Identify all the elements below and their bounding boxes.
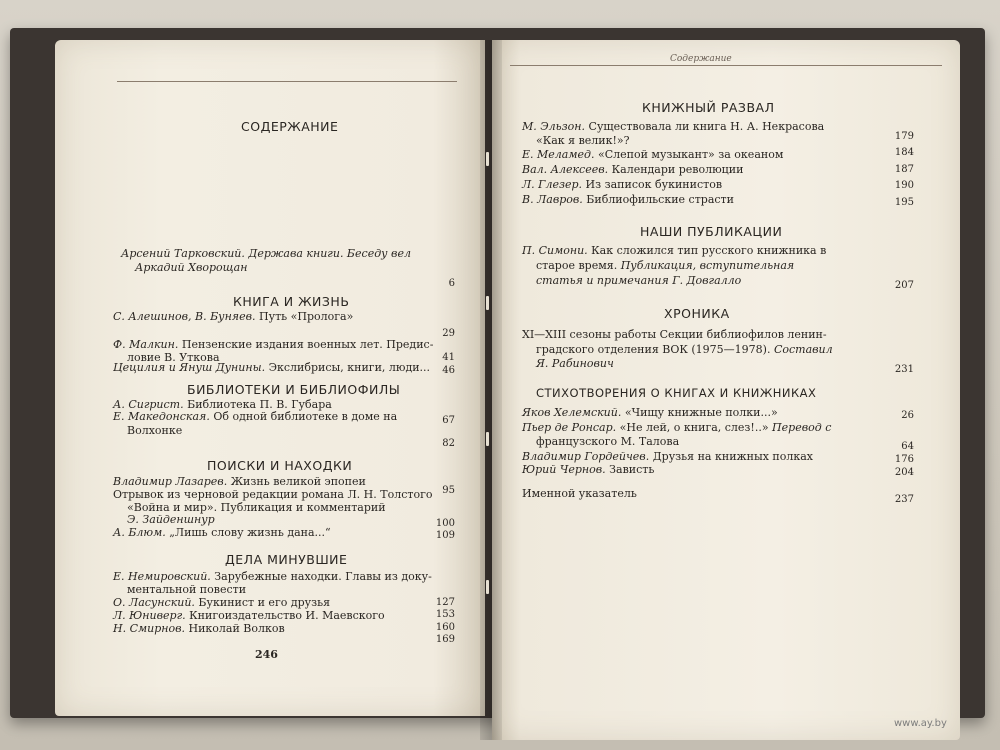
entry-author: Н. Смирнов.: [113, 622, 186, 635]
name-index-entry[interactable]: Именной указатель: [522, 487, 637, 500]
entry-page-number: 190: [894, 180, 914, 191]
toc-entry[interactable]: [522, 406, 778, 420]
entry-title: Путь «Пролога»: [255, 310, 354, 323]
toc-entry[interactable]: [113, 310, 353, 324]
toc-entry[interactable]: [522, 120, 824, 134]
toc-entry[interactable]: [522, 450, 813, 464]
entry-title: «Не лей, о книга, слез!..»: [616, 421, 769, 434]
entry-page-number: 184: [894, 147, 914, 158]
entry-title: Существовала ли книга Н. А. Некрасова: [585, 120, 825, 133]
toc-entry[interactable]: [113, 596, 330, 610]
toc-entry[interactable]: [113, 361, 430, 375]
toc-entry[interactable]: [113, 488, 432, 502]
entry-title: „Лишь слову жизнь дана...“: [165, 526, 331, 539]
toc-entry[interactable]: [113, 410, 397, 424]
toc-entry[interactable]: [113, 622, 285, 636]
entry-title: Держава книги. Беседу вел: [244, 247, 411, 260]
entry-title-cont: Э. Зайденшнур: [127, 513, 215, 526]
toc-entry[interactable]: [113, 609, 385, 623]
entry-page-number: 169: [435, 634, 455, 645]
entry-title: Отрывок из черновой редакции романа Л. Н. Толстого: [113, 488, 433, 501]
toc-entry[interactable]: [113, 570, 432, 584]
entry-page-number: 100: [435, 518, 455, 529]
entry-title: Друзья на книжных полках: [649, 450, 814, 463]
entry-page-number: 207: [894, 280, 914, 291]
entry-author: А. Сигрист.: [113, 398, 184, 411]
entry-title: Зависть: [605, 463, 655, 476]
section-heading: ХРОНИКА: [664, 306, 730, 321]
entry-page-number: 109: [435, 530, 455, 541]
entry-page-number: 176: [894, 454, 914, 465]
entry-author: В. Лавров.: [522, 193, 583, 206]
entry-author: Пьер де Ронсар.: [522, 421, 617, 434]
entry-title-cont: Составил: [770, 343, 833, 356]
book-cover: [10, 28, 985, 729]
entry-page-number: 26: [901, 410, 914, 421]
entry-page-number: 46: [442, 365, 455, 376]
entry-author: Яков Хелемский.: [522, 406, 622, 419]
toc-entry[interactable]: [522, 463, 654, 477]
entry-author: Е. Немировский.: [113, 570, 211, 583]
spine-shadow: [480, 40, 502, 740]
entry-title: «Чищу книжные полки...»: [621, 406, 778, 419]
entry-title: Календари революции: [608, 163, 744, 176]
page-number-left: 246: [255, 648, 278, 661]
contents-title: СОДЕРЖАНИЕ: [241, 119, 339, 134]
binding-stitch: [486, 152, 489, 166]
entry-author: Ф. Малкин.: [113, 338, 179, 351]
entry-page-number: 82: [442, 438, 455, 449]
entry-author: Л. Юниверг.: [113, 609, 186, 622]
entry-page-number: 67: [442, 415, 455, 426]
entry-title-cont: Я. Рабинович: [536, 357, 614, 370]
section-heading: КНИГА И ЖИЗНЬ: [233, 294, 350, 309]
entry-title: Об одной библиотеке в доме на: [209, 410, 398, 423]
binding-stitch: [486, 432, 489, 446]
entry-title: Жизнь великой эпопеи: [227, 475, 366, 488]
toc-entry[interactable]: [113, 475, 366, 489]
entry-title-cont: [536, 343, 833, 357]
entry-title-cont: Волхонке: [127, 424, 183, 437]
entry-author: Вал. Алексеев.: [522, 163, 609, 176]
entry-author: П. Симони.: [522, 244, 588, 257]
entry-title: Пензенские издания военных лет. Предис-: [178, 338, 434, 351]
right-page: [492, 40, 960, 740]
watermark: www.ay.by: [894, 718, 947, 729]
entry-page-number: 204: [894, 467, 914, 478]
toc-entry[interactable]: [522, 244, 826, 258]
entry-page-number: 187: [894, 164, 914, 175]
entry-author: Юрий Чернов.: [522, 463, 606, 476]
entry-title-cont: «Война и мир». Публикация и комментарий: [127, 501, 386, 514]
entry-title: Перевод с: [768, 421, 832, 434]
entry-title: Николай Волков: [185, 622, 285, 635]
entry-title: Экслибрисы, книги, люди...: [265, 361, 431, 374]
entry-page-number: 95: [442, 485, 455, 496]
header-rule: [117, 81, 457, 82]
entry-title-cont: старое время.: [536, 259, 618, 272]
section-heading: КНИЖНЫЙ РАЗВАЛ: [642, 100, 775, 115]
section-heading: НАШИ ПУБЛИКАЦИИ: [640, 224, 783, 239]
entry-author: О. Ласунский.: [113, 596, 195, 609]
section-heading: ДЕЛА МИНУВШИЕ: [225, 552, 348, 567]
entry-page-number: 6: [448, 278, 455, 289]
entry-page-number: 179: [894, 131, 914, 142]
entry-author: Е. Македонская.: [113, 410, 210, 423]
entry-author: С. Алешинов, В. Буняев.: [113, 310, 256, 323]
entry-page-number: 160: [435, 622, 455, 633]
section-heading: БИБЛИОТЕКИ И БИБЛИОФИЛЫ: [187, 382, 401, 397]
entry-title: Из записок букинистов: [582, 178, 723, 191]
entry-title-cont: Публикация, вступительная: [617, 259, 795, 272]
entry-author: Цецилия и Януш Дунины.: [113, 361, 266, 374]
toc-entry[interactable]: [113, 338, 433, 352]
entry-title-cont: [536, 259, 794, 273]
toc-entry[interactable]: [522, 148, 783, 162]
entry-title-cont: Аркадий Хворощан: [135, 261, 248, 274]
entry-author: Арсений Тарковский.: [121, 247, 245, 260]
entry-author: Л. Глезер.: [522, 178, 583, 191]
toc-entry[interactable]: [522, 421, 831, 435]
entry-title: Как сложился тип русского книжника в: [587, 244, 827, 257]
section-heading: ПОИСКИ И НАХОДКИ: [207, 458, 353, 473]
entry-author: Владимир Гордейчев.: [522, 450, 650, 463]
entry-author: Е. Меламед.: [522, 148, 595, 161]
entry-title-cont: ловие В. Уткова: [127, 351, 220, 364]
entry-page-number: 237: [894, 494, 914, 505]
entry-title-cont: ментальной повести: [127, 583, 247, 596]
section-heading: СТИХОТВОРЕНИЯ О КНИГАХ И КНИЖНИКАХ: [536, 386, 817, 400]
entry-title-cont: французского М. Талова: [536, 435, 680, 448]
entry-page-number: 231: [894, 364, 914, 375]
entry-title-cont: «Как я велик!»?: [536, 134, 630, 147]
toc-entry[interactable]: [522, 193, 734, 207]
toc-entry[interactable]: [522, 178, 722, 192]
toc-entry[interactable]: [522, 328, 827, 342]
entry-page-number: 127: [435, 597, 455, 608]
entry-author: М. Эльзон.: [522, 120, 586, 133]
toc-entry[interactable]: [522, 163, 743, 177]
entry-title: Книгоиздательство И. Маевского: [185, 609, 385, 622]
entry-page-number: 153: [435, 609, 455, 620]
header-rule: [510, 65, 942, 66]
entry-page-number: 64: [901, 441, 914, 452]
binding-stitch: [486, 580, 489, 594]
entry-title: Библиотека П. В. Губара: [183, 398, 332, 411]
entry-title: Зарубежные находки. Главы из доку-: [210, 570, 432, 583]
entry-title-cont: градского отделения ВОК (1975—1978).: [536, 343, 771, 356]
entry-title-cont: статья и примечания Г. Довгалло: [536, 274, 742, 287]
entry-page-number: 195: [894, 197, 914, 208]
entry-author: А. Блюм.: [113, 526, 166, 539]
left-page: [55, 40, 485, 716]
entry-author: Владимир Лазарев.: [113, 475, 228, 488]
entry-title: XI—XIII сезоны работы Секции библиофилов ленин-: [522, 328, 827, 341]
entry-page-number: 41: [442, 352, 455, 363]
entry-page-number: 29: [442, 328, 455, 339]
toc-entry[interactable]: [121, 247, 411, 261]
running-head: Содержание: [670, 54, 732, 64]
toc-entry[interactable]: [113, 526, 331, 540]
entry-title: «Слепой музыкант» за океаном: [594, 148, 784, 161]
entry-title: Букинист и его друзья: [194, 596, 331, 609]
binding-stitch: [486, 296, 489, 310]
entry-title: Библиофильские страсти: [582, 193, 734, 206]
